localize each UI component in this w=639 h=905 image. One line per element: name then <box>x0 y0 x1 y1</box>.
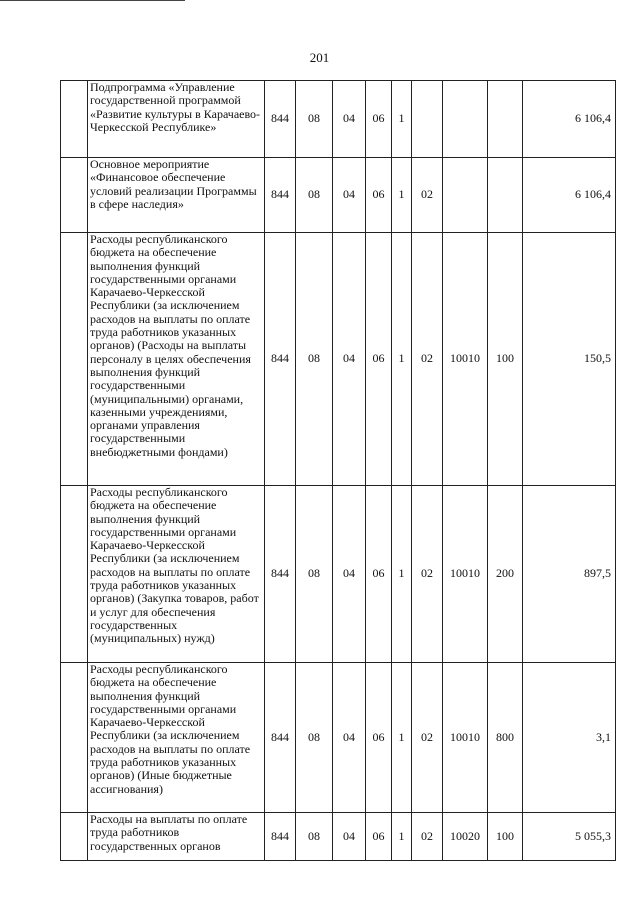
subsection-code: 04 <box>333 81 366 158</box>
table-row <box>61 486 616 663</box>
subsection-code: 04 <box>333 486 366 663</box>
program-code: 06 <box>366 158 392 233</box>
subsection-code: 04 <box>333 663 366 813</box>
expense-type-code: 800 <box>488 663 523 813</box>
subprogram-code: 1 <box>392 486 412 663</box>
program-code: 06 <box>366 486 392 663</box>
expense-type-code <box>488 81 523 158</box>
direction-code <box>443 158 488 233</box>
amount: 150,5 <box>523 233 616 486</box>
row-number-cell <box>61 158 88 233</box>
subsection-code: 04 <box>333 158 366 233</box>
table-row <box>61 81 616 158</box>
table-row <box>61 158 616 233</box>
event-code: 02 <box>412 486 443 663</box>
event-code <box>412 81 443 158</box>
row-number-cell <box>61 81 88 158</box>
program-code: 06 <box>366 81 392 158</box>
row-number-cell <box>61 486 88 663</box>
item-name: Расходы республиканского бюджета на обеспечение выполнения функций государственными органами Карачаево-Черкесской Республики (за исключением расходов на выплаты по оплате труда работников указанных органов) (Расходы на выплаты персоналу в целях обеспечения выполнения функций государственными (муниципальными) органами, казенными учреждениями, органами управления государственными внебюджетными фондами) <box>88 233 265 486</box>
budget-table <box>60 80 616 861</box>
amount: 897,5 <box>523 486 616 663</box>
item-name: Расходы на выплаты по оплате труда работников государственных органов <box>88 813 265 861</box>
section-code: 08 <box>296 486 333 663</box>
event-code: 02 <box>412 233 443 486</box>
program-code: 06 <box>366 233 392 486</box>
expense-type-code <box>488 158 523 233</box>
program-code: 06 <box>366 663 392 813</box>
top-rule <box>0 0 185 1</box>
ministry-code: 844 <box>265 813 296 861</box>
ministry-code: 844 <box>265 233 296 486</box>
amount: 5 055,3 <box>523 813 616 861</box>
section-code: 08 <box>296 81 333 158</box>
expense-type-code: 100 <box>488 233 523 486</box>
expense-type-code: 200 <box>488 486 523 663</box>
table-row <box>61 813 616 861</box>
section-code: 08 <box>296 158 333 233</box>
item-name: Расходы республиканского бюджета на обеспечение выполнения функций государственными органами Карачаево-Черкесской Республики (за исключением расходов на выплаты по оплате труда работников указанных органов) (Закупка товаров, работ и услуг для обеспечения государственных (муниципальных) нужд) <box>88 486 265 663</box>
budget-table-body <box>61 81 616 861</box>
page-number: 201 <box>309 50 330 65</box>
expense-type-code: 100 <box>488 813 523 861</box>
ministry-code: 844 <box>265 158 296 233</box>
table-row <box>61 233 616 486</box>
section-code: 08 <box>296 663 333 813</box>
subprogram-code: 1 <box>392 158 412 233</box>
ministry-code: 844 <box>265 81 296 158</box>
item-name: Основное мероприятие «Финансовое обеспечение условий реализации Программы в сфере наследия» <box>88 158 265 233</box>
item-name: Расходы республиканского бюджета на обеспечение выполнения функций государственными органами Карачаево-Черкесской Республики (за исключением расходов на выплаты по оплате труда работников указанных органов) (Иные бюджетные ассигнования) <box>88 663 265 813</box>
subprogram-code: 1 <box>392 663 412 813</box>
direction-code: 10010 <box>443 663 488 813</box>
section-code: 08 <box>296 813 333 861</box>
subsection-code: 04 <box>333 813 366 861</box>
item-name: Подпрограмма «Управление государственной программой «Развитие культуры в Карачаево-Черкесской Республике» <box>88 81 265 158</box>
amount: 6 106,4 <box>523 158 616 233</box>
direction-code: 10010 <box>443 486 488 663</box>
direction-code: 10020 <box>443 813 488 861</box>
row-number-cell <box>61 813 88 861</box>
section-code: 08 <box>296 233 333 486</box>
event-code: 02 <box>412 813 443 861</box>
row-number-cell <box>61 663 88 813</box>
subprogram-code: 1 <box>392 233 412 486</box>
event-code: 02 <box>412 663 443 813</box>
subsection-code: 04 <box>333 233 366 486</box>
subprogram-code: 1 <box>392 813 412 861</box>
program-code: 06 <box>366 813 392 861</box>
row-number-cell <box>61 233 88 486</box>
amount: 6 106,4 <box>523 81 616 158</box>
direction-code <box>443 81 488 158</box>
direction-code: 10010 <box>443 233 488 486</box>
ministry-code: 844 <box>265 663 296 813</box>
amount: 3,1 <box>523 663 616 813</box>
table-row <box>61 663 616 813</box>
subprogram-code: 1 <box>392 81 412 158</box>
ministry-code: 844 <box>265 486 296 663</box>
event-code: 02 <box>412 158 443 233</box>
